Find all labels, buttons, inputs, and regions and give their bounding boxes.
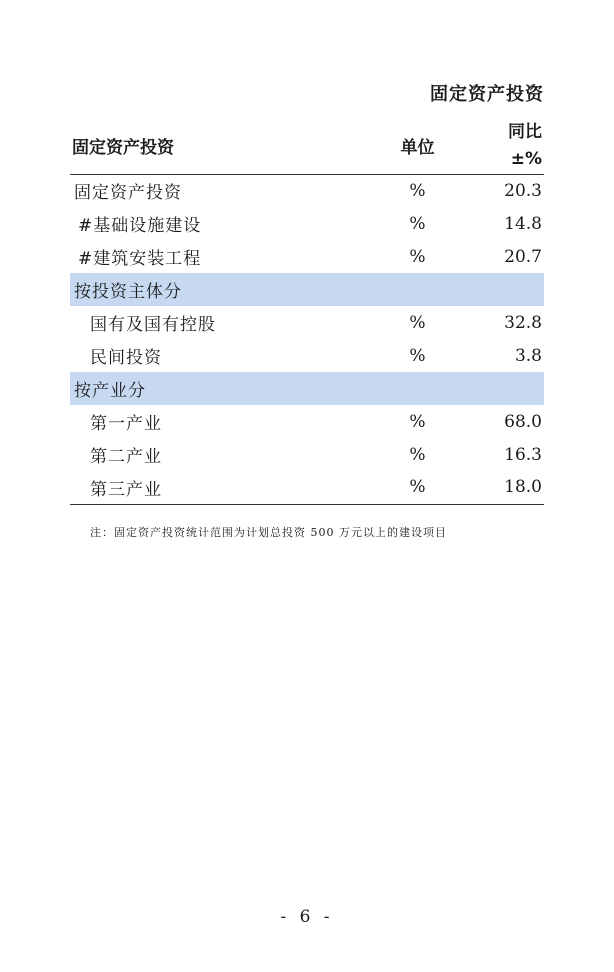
row-value: 3.8 (514, 345, 542, 366)
row-unit: % (409, 345, 426, 366)
row-value: 16.3 (504, 444, 542, 465)
row-unit: % (409, 246, 426, 267)
row-name: 第一产业 (90, 414, 162, 434)
section-title: 按产业分 (70, 372, 370, 405)
header-yoy-line2: ±% (510, 148, 542, 169)
table-row (70, 339, 544, 372)
page-title: 固定资产投资 (430, 84, 544, 105)
table-row (70, 240, 544, 273)
table-footnote: 注：固定资产投资统计范围为计划总投资 500 万元以上的建设项目 (90, 526, 447, 539)
row-unit: % (409, 180, 426, 201)
section-title: 按投资主体分 (70, 273, 370, 306)
investment-table (70, 118, 544, 505)
header-name: 固定资产投资 (72, 138, 174, 159)
row-unit: % (409, 411, 426, 432)
table-row (70, 306, 544, 339)
table-body (70, 174, 544, 504)
row-value: 68.0 (504, 411, 542, 432)
row-name: 国有及国有控股 (90, 315, 216, 335)
row-name: 固定资产投资 (74, 183, 182, 204)
row-value: 20.7 (504, 246, 542, 267)
row-value (465, 273, 544, 306)
row-value: 18.0 (504, 477, 542, 498)
row-unit (370, 273, 465, 306)
header-yoy (465, 118, 544, 174)
table-row (70, 438, 544, 471)
table-row (70, 471, 544, 504)
header-yoy-line1: 同比 (508, 121, 542, 142)
row-name: #基础设施建设 (78, 216, 202, 236)
row-unit (370, 372, 465, 405)
row-unit: % (409, 444, 426, 465)
row-unit: % (409, 312, 426, 333)
table-row (70, 207, 544, 240)
table-row (70, 174, 544, 207)
row-unit: % (409, 477, 426, 498)
section-row-by-industry (70, 372, 544, 405)
row-value: 32.8 (504, 312, 542, 333)
table-header (70, 118, 544, 174)
row-name: #建筑安装工程 (78, 249, 202, 269)
row-value: 20.3 (504, 180, 542, 201)
table-header-row (70, 118, 544, 174)
row-value: 14.8 (504, 213, 542, 234)
row-value (465, 372, 544, 405)
row-name: 第二产业 (90, 447, 162, 467)
investment-table-container (70, 118, 544, 505)
section-row-by-investor (70, 273, 544, 306)
page-number: - 6 - (280, 907, 334, 927)
row-unit: % (409, 213, 426, 234)
header-unit: 单位 (400, 138, 435, 159)
row-name: 第三产业 (90, 479, 162, 500)
table-row (70, 405, 544, 438)
row-name: 民间投资 (90, 348, 162, 368)
